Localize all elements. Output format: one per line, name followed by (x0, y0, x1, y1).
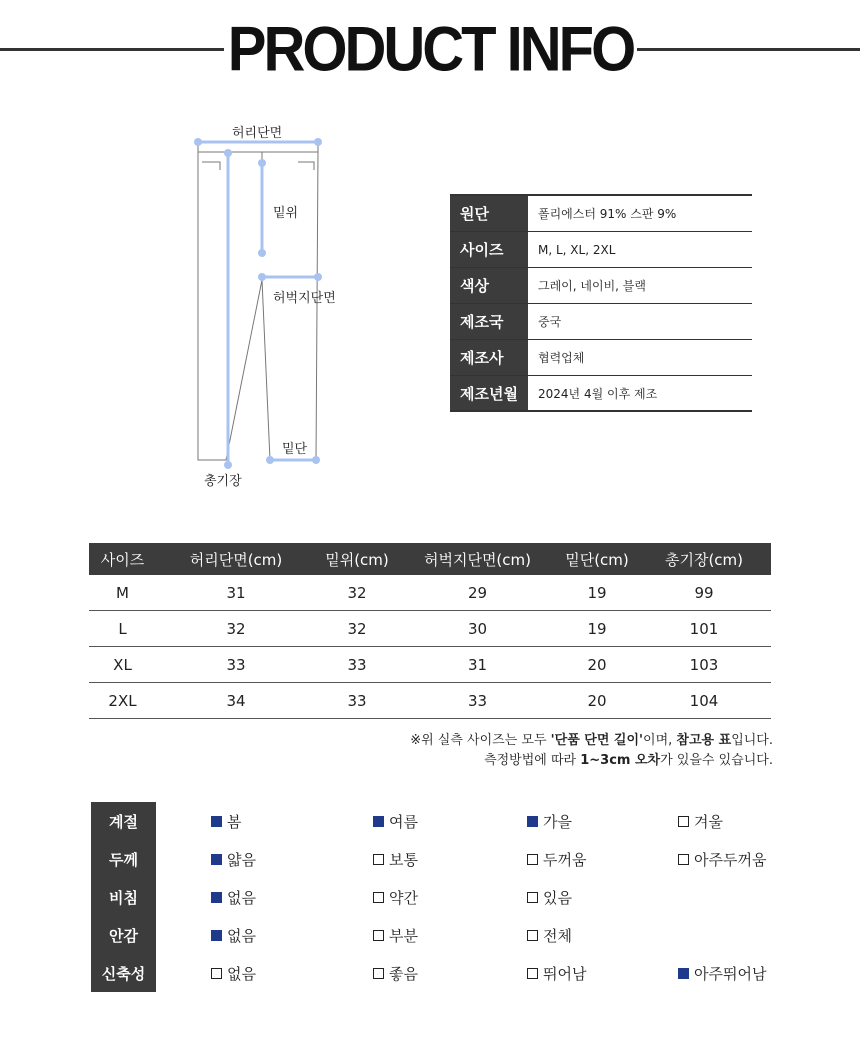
header-rule-left (0, 48, 224, 51)
label-thigh: 허벅지단면 (273, 291, 336, 306)
table-cell: 31 (467, 655, 488, 674)
attribute-option (211, 849, 256, 870)
attribute-option (373, 811, 418, 832)
attribute-row (91, 878, 791, 916)
table-cell: 19 (587, 619, 607, 638)
attribute-option (678, 811, 723, 832)
table-row (89, 647, 771, 683)
info-row (450, 340, 752, 376)
table-cell: 31 (226, 583, 246, 602)
info-key: 색상 (450, 268, 528, 303)
table-cell: 2XL (108, 691, 137, 710)
checked-box-icon (211, 930, 222, 941)
info-row (450, 232, 752, 268)
info-key: 원단 (450, 196, 528, 231)
unchecked-box-icon (678, 816, 689, 827)
column-header: 허벅지단면(cm) (423, 550, 531, 569)
attribute-option (527, 963, 586, 984)
info-key: 사이즈 (450, 232, 528, 267)
info-row (450, 376, 752, 412)
column-header: 총기장(cm) (664, 550, 744, 569)
attribute-option-label: 봄 (227, 813, 242, 831)
attribute-option (373, 887, 418, 908)
checked-box-icon (211, 854, 222, 865)
table-cell: 19 (587, 583, 607, 602)
table-row (89, 683, 771, 719)
attribute-option-label: 가을 (543, 813, 572, 831)
attribute-key: 두께 (91, 840, 156, 878)
pants-diagram (180, 120, 360, 500)
page-title: PRODUCT INFO (227, 14, 634, 85)
attribute-option-label: 보통 (389, 851, 418, 869)
attribute-row (91, 802, 791, 840)
attribute-option-label: 뛰어남 (543, 965, 587, 983)
unchecked-box-icon (373, 930, 384, 941)
table-cell: 33 (226, 655, 246, 674)
attribute-option (527, 925, 572, 946)
info-key: 제조년월 (450, 376, 528, 410)
table-cell: 30 (467, 619, 488, 638)
note-text: 가 있을수 있습니다. (660, 753, 773, 768)
column-header: 허리단면(cm) (189, 550, 283, 569)
table-cell: 104 (689, 691, 719, 710)
info-row (450, 196, 752, 232)
attribute-option (678, 849, 766, 870)
product-info-table (450, 194, 752, 412)
table-cell: L (118, 619, 127, 638)
unchecked-box-icon (678, 854, 689, 865)
table-cell: M (116, 583, 129, 602)
info-value: 그레이, 네이비, 블랙 (538, 279, 646, 293)
attribute-key: 계절 (91, 802, 156, 840)
attribute-option (527, 849, 586, 870)
attribute-option-label: 겨울 (694, 813, 723, 831)
attribute-table (91, 802, 791, 992)
header-rule-right (637, 48, 860, 51)
info-value: 2024년 4월 이후 제조 (538, 386, 658, 401)
attribute-key: 신축성 (91, 954, 156, 992)
unchecked-box-icon (527, 854, 538, 865)
table-cell: 33 (467, 691, 488, 710)
attribute-option (211, 887, 256, 908)
note-text: 입니다. (731, 733, 773, 748)
note-emphasis: 참고용 표 (676, 733, 732, 748)
attribute-option (211, 925, 256, 946)
note-emphasis: '단품 단면 길이' (550, 733, 644, 748)
attribute-option-label: 좋음 (389, 965, 418, 983)
attribute-option-label: 전체 (543, 927, 572, 945)
info-value: M, L, XL, 2XL (538, 242, 616, 257)
size-table-header (89, 543, 771, 575)
attribute-option-label: 얇음 (227, 851, 256, 869)
attribute-option (527, 811, 572, 832)
attribute-option-label: 없음 (227, 965, 256, 983)
checked-box-icon (373, 816, 384, 827)
attribute-row (91, 954, 791, 992)
column-header: 사이즈 (100, 550, 145, 569)
attribute-option-label: 두꺼움 (543, 851, 587, 869)
attribute-option-label: 부분 (389, 927, 418, 945)
info-row (450, 304, 752, 340)
table-cell: 32 (347, 583, 367, 602)
attribute-option-label: 여름 (389, 813, 418, 831)
pants-outline-icon (180, 120, 360, 500)
attribute-option (527, 887, 572, 908)
info-key: 제조사 (450, 340, 528, 375)
label-hem: 밑단 (282, 442, 308, 457)
info-key: 제조국 (450, 304, 528, 339)
table-cell: 34 (226, 691, 246, 710)
checked-box-icon (527, 816, 538, 827)
table-cell: 20 (587, 691, 607, 710)
attribute-key: 안감 (91, 916, 156, 954)
column-header: 밑단(cm) (565, 550, 629, 569)
table-cell: 99 (694, 583, 714, 602)
attribute-option (373, 963, 418, 984)
table-cell: 101 (689, 619, 719, 638)
attribute-option-label: 있음 (543, 889, 572, 907)
attribute-key: 비침 (91, 878, 156, 916)
attribute-option (373, 849, 418, 870)
attribute-option-label: 아주뛰어남 (694, 965, 767, 983)
attribute-row (91, 840, 791, 878)
table-cell: 29 (467, 583, 488, 602)
attribute-option-label: 없음 (227, 927, 256, 945)
info-value: 폴리에스터 91% 스판 9% (538, 207, 677, 221)
table-cell: 33 (347, 655, 367, 674)
attribute-option-label: 없음 (227, 889, 256, 907)
checked-box-icon (678, 968, 689, 979)
table-cell: 20 (587, 655, 607, 674)
checked-box-icon (211, 816, 222, 827)
unchecked-box-icon (527, 930, 538, 941)
table-cell: 33 (347, 691, 367, 710)
note-text: 측정방법에 따라 (484, 753, 581, 768)
label-length: 총기장 (204, 474, 242, 489)
table-row (89, 575, 771, 611)
attribute-option (373, 925, 418, 946)
label-rise: 밑위 (273, 206, 299, 221)
size-table (89, 543, 771, 719)
table-cell: 32 (226, 619, 246, 638)
attribute-row (91, 916, 791, 954)
unchecked-box-icon (373, 968, 384, 979)
attribute-option-label: 약간 (389, 889, 418, 907)
label-waist: 허리단면 (232, 126, 283, 141)
table-row (89, 611, 771, 647)
note-emphasis: 1~3cm 오차 (580, 753, 661, 768)
attribute-option (211, 811, 242, 832)
checked-box-icon (211, 892, 222, 903)
table-cell: 32 (347, 619, 367, 638)
note-line-1 (410, 729, 773, 748)
note-text: ※위 실측 사이즈는 모두 (410, 733, 551, 748)
column-header: 밑위(cm) (325, 550, 389, 569)
note-text: 이며, (643, 733, 677, 748)
info-value: 중국 (538, 315, 562, 329)
info-row (450, 268, 752, 304)
unchecked-box-icon (373, 892, 384, 903)
unchecked-box-icon (211, 968, 222, 979)
attribute-option (678, 963, 766, 984)
attribute-option-label: 아주두꺼움 (694, 851, 767, 869)
table-cell: 103 (689, 655, 719, 674)
unchecked-box-icon (527, 892, 538, 903)
note-line-2 (484, 749, 773, 768)
unchecked-box-icon (373, 854, 384, 865)
table-cell: XL (113, 655, 132, 674)
unchecked-box-icon (527, 968, 538, 979)
attribute-option (211, 963, 256, 984)
info-value: 협력업체 (538, 351, 585, 365)
